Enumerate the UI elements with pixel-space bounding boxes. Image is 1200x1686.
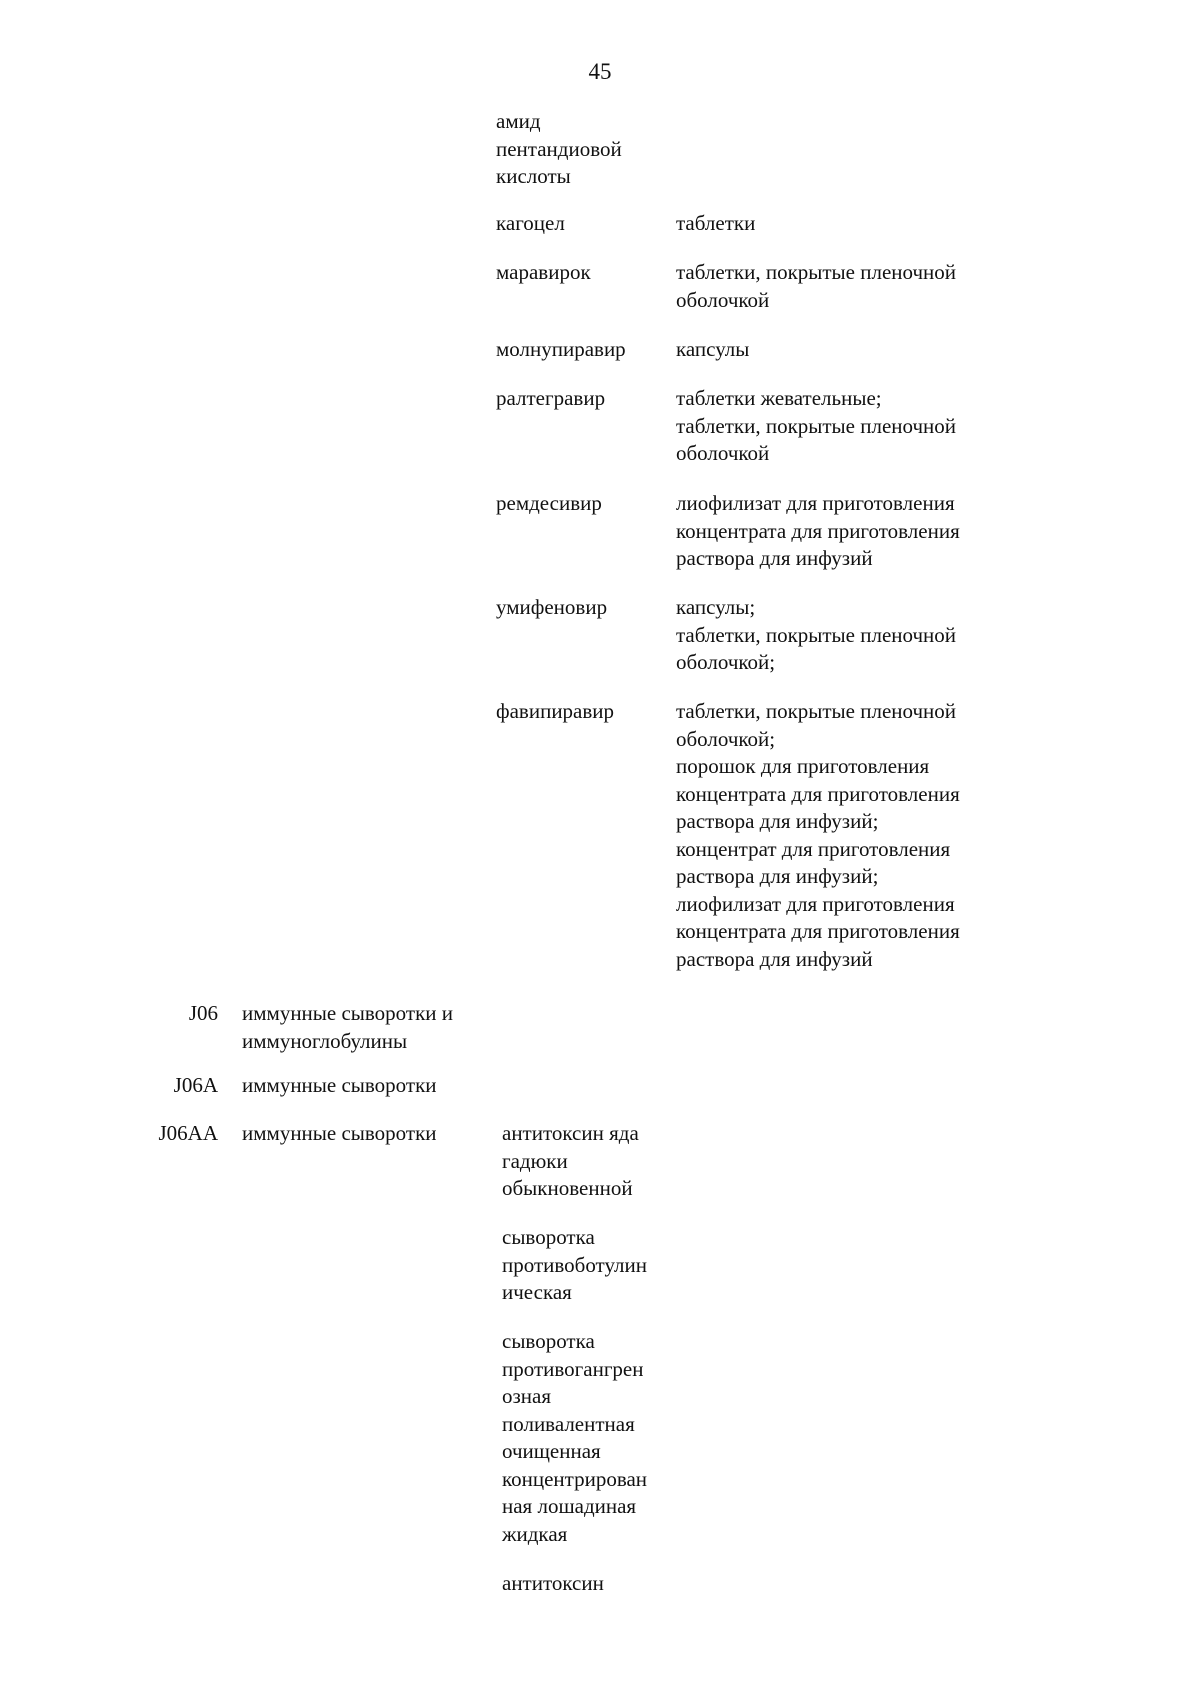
drug-name: маравирок xyxy=(496,260,591,284)
dosage-form: капсулы xyxy=(676,337,750,361)
dosage-form: капсулы; таблетки, покрытые пленочной оболочкой; xyxy=(676,595,957,674)
drug-name: молнупиравир xyxy=(496,337,626,361)
dosage-form: таблетки xyxy=(676,211,756,235)
atc-group-name: иммунные сыворотки и иммуноглобулины xyxy=(242,1001,454,1053)
atc-code: J06 xyxy=(188,1001,218,1025)
drug-name: сыворотка противогангрен озная поливалентная очищенная концентрирован ная лошадиная жидкая xyxy=(502,1329,648,1546)
page-number: 45 xyxy=(588,59,612,84)
dosage-form: таблетки, покрытые пленочной оболочкой xyxy=(676,260,957,312)
atc-group-name: иммунные сыворотки xyxy=(242,1073,437,1097)
atc-code: J06AA xyxy=(158,1121,218,1145)
drug-name: кагоцел xyxy=(496,211,565,235)
drug-name: умифеновир xyxy=(496,595,608,619)
drug-name: фавипиравир xyxy=(496,699,615,723)
atc-code: J06A xyxy=(173,1073,218,1097)
dosage-form: лиофилизат для приготовления концентрата для приготовления раствора для инфузий xyxy=(676,491,960,570)
drug-name: амид пентандиовой кислоты xyxy=(496,109,622,188)
atc-group-name: иммунные сыворотки xyxy=(242,1121,437,1145)
drug-name: сыворотка противоботулин ическая xyxy=(502,1225,647,1304)
drug-name: антитоксин xyxy=(502,1571,604,1595)
drug-name: антитоксин яда гадюки обыкновенной xyxy=(502,1121,639,1200)
dosage-form: таблетки, покрытые пленочной оболочкой; порошок для приготовления концентрата для приготовления раствора для инфузий; концентрат для приготовления раствора для инфузий; лиофилизат для приготовления концентрата для приготовления раствора для инфузий xyxy=(676,699,960,971)
dosage-form: таблетки жевательные; таблетки, покрытые пленочной оболочкой xyxy=(676,386,957,465)
drug-name: ремдесивир xyxy=(496,491,602,515)
drug-name: ралтегравир xyxy=(496,386,606,410)
